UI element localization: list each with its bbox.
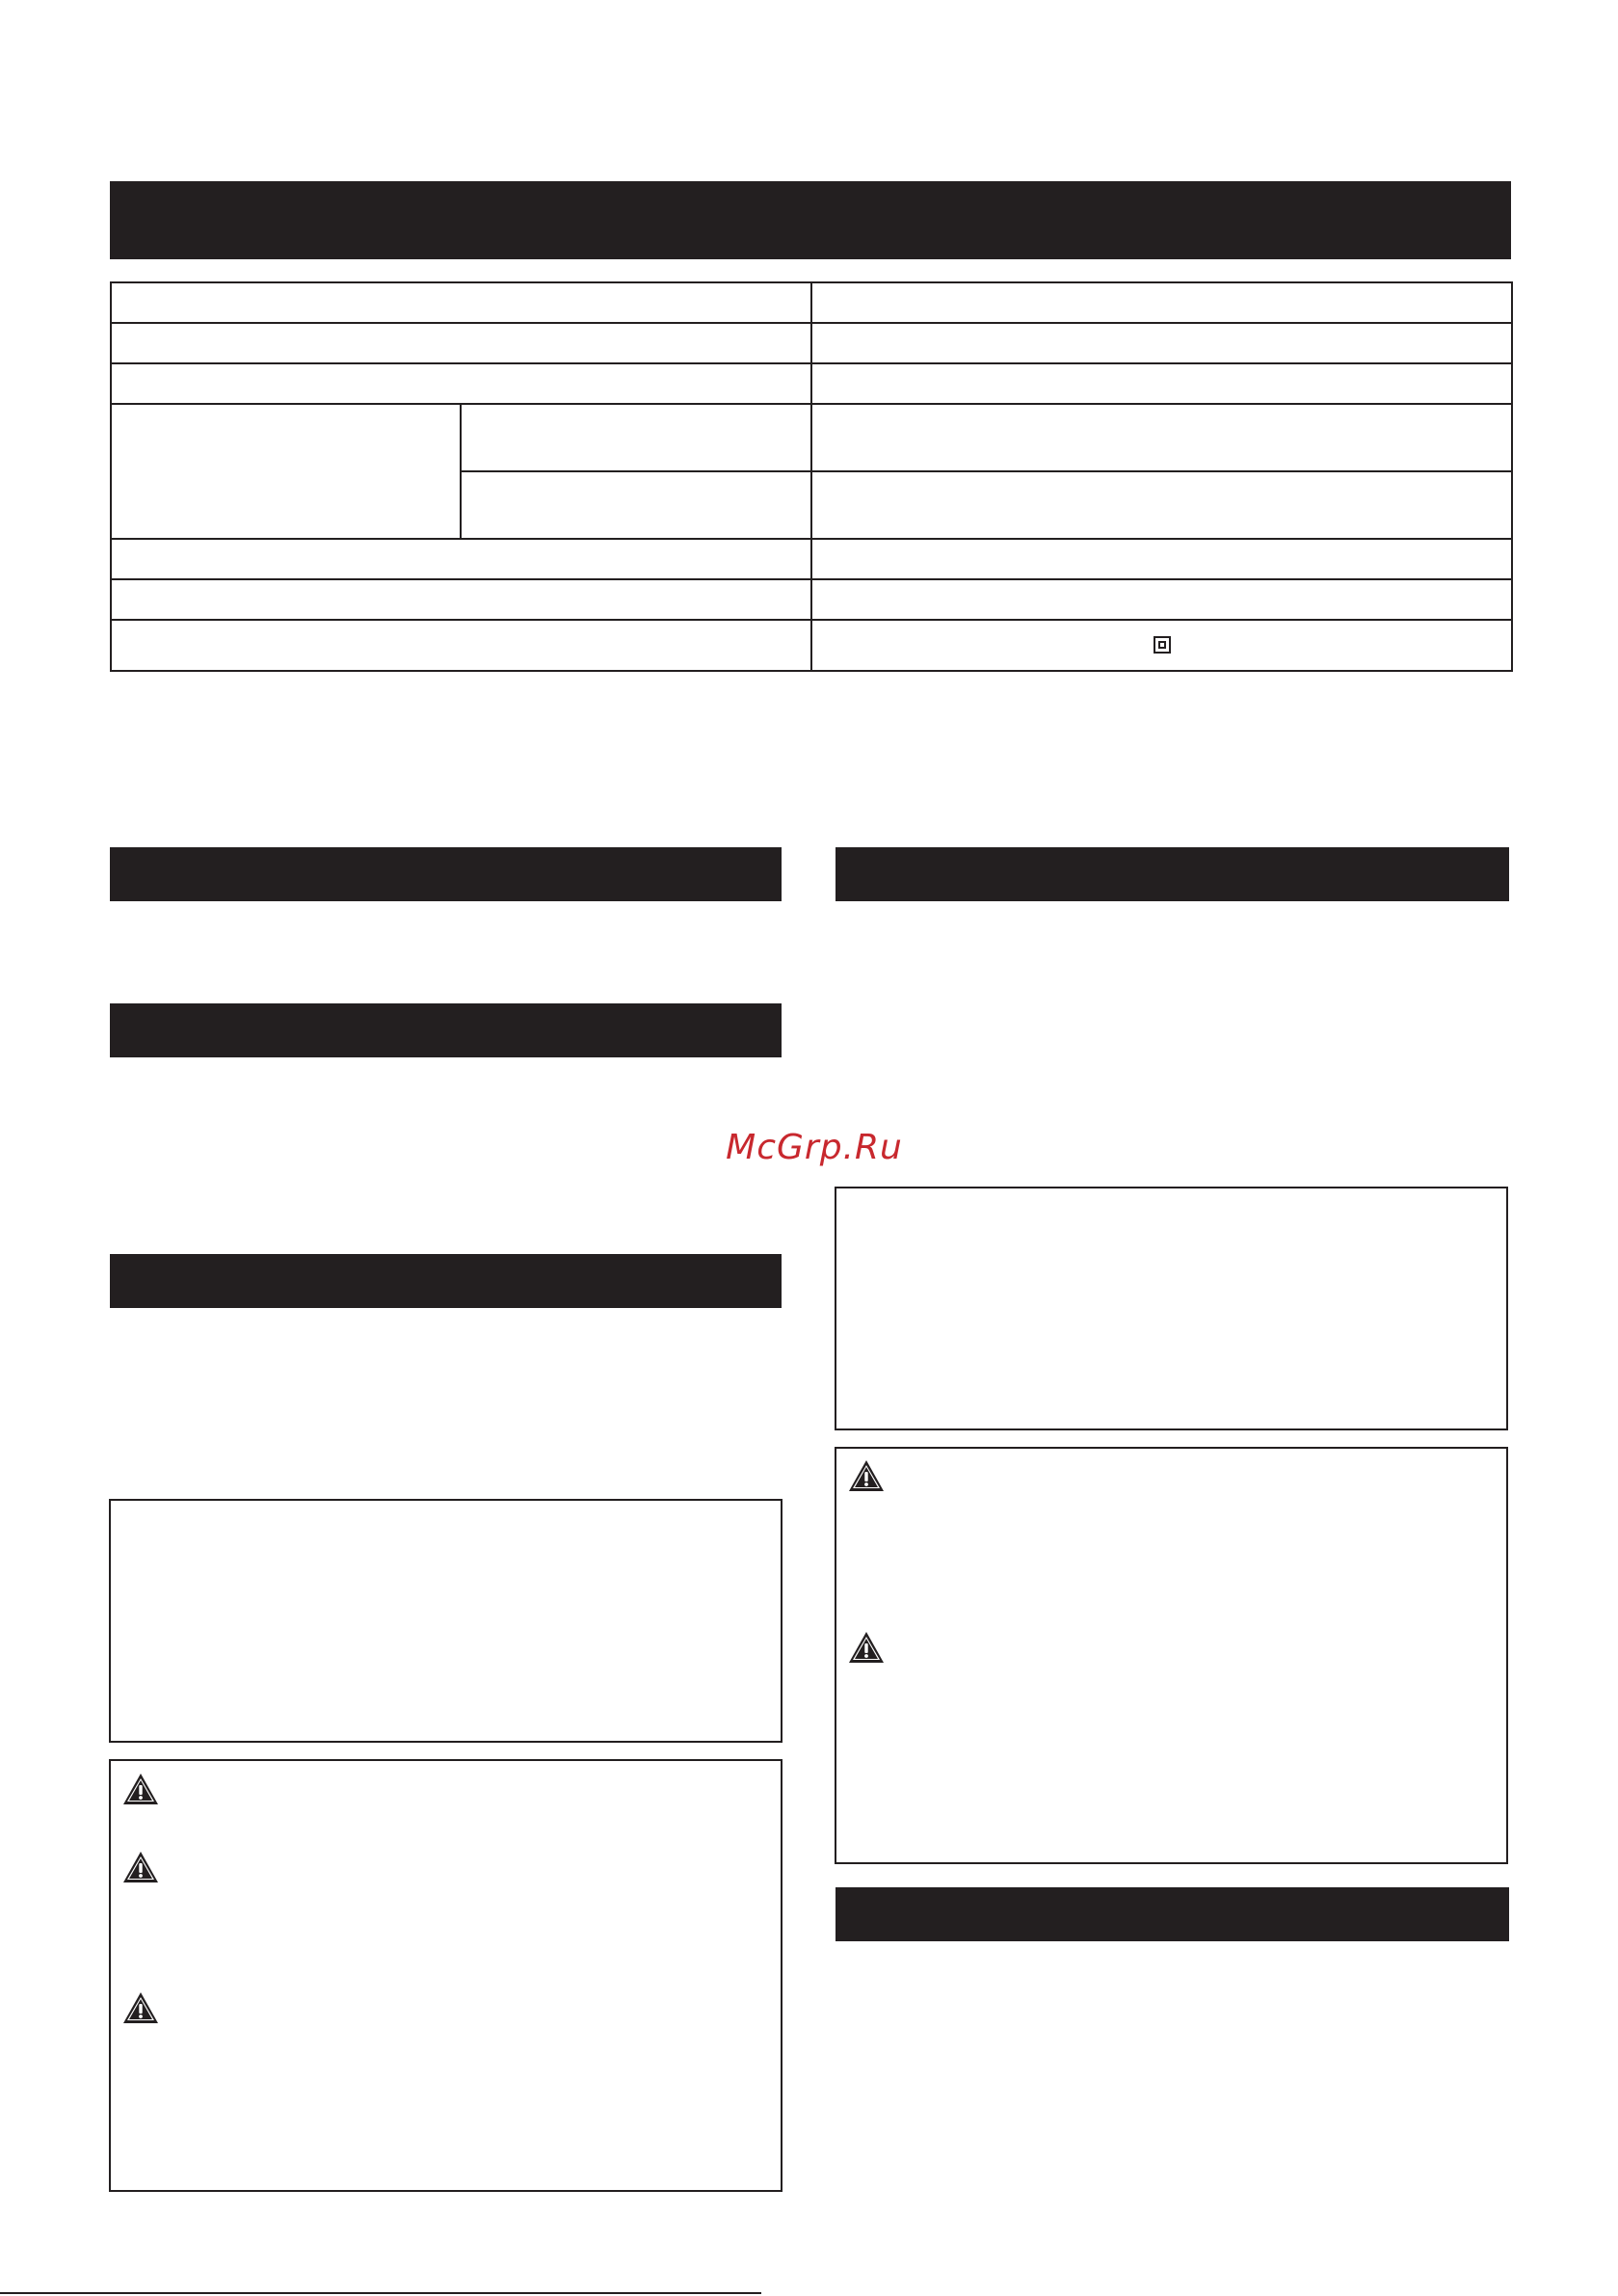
- watermark: McGrp.Ru: [726, 1128, 903, 1167]
- section-header-bar: [110, 1254, 782, 1308]
- section-header-bar: [110, 847, 782, 901]
- table-cell: [461, 471, 811, 539]
- table-cell: [811, 282, 1512, 323]
- table-cell: [811, 579, 1512, 620]
- double-square-icon: [1154, 636, 1171, 654]
- warning-triangle-icon: [847, 1630, 886, 1665]
- table-row: [111, 323, 1512, 363]
- table-cell: [111, 363, 811, 404]
- warning-triangle-icon: [847, 1458, 886, 1493]
- table-cell: [111, 282, 811, 323]
- warning-box: [109, 1759, 782, 2192]
- table-row: [111, 620, 1512, 671]
- section-header-bar: [836, 847, 1509, 901]
- table-row: [111, 282, 1512, 323]
- section-header-bar: [110, 1003, 782, 1057]
- notice-box: [109, 1499, 782, 1743]
- warning-triangle-icon: [121, 1850, 160, 1884]
- table-cell: [811, 620, 1512, 671]
- specifications-table: [110, 281, 1513, 672]
- specifications-header-bar: [110, 181, 1511, 259]
- table-cell: [111, 404, 461, 539]
- table-cell: [811, 363, 1512, 404]
- table-cell: [111, 579, 811, 620]
- table-row: [111, 579, 1512, 620]
- warning-triangle-icon: [121, 1990, 160, 2025]
- section-header-bar: [836, 1887, 1509, 1941]
- table-cell: [111, 539, 811, 579]
- table-cell: [111, 323, 811, 363]
- table-cell: [811, 323, 1512, 363]
- table-cell: [461, 404, 811, 471]
- warning-box: [835, 1447, 1508, 1864]
- table-row: [111, 539, 1512, 579]
- table-row: [111, 404, 1512, 471]
- table-cell: [811, 471, 1512, 539]
- table-row: [111, 363, 1512, 404]
- warning-triangle-icon: [121, 1772, 160, 1806]
- table-cell: [111, 620, 811, 671]
- table-cell: [811, 404, 1512, 471]
- footer-rule: [0, 2292, 761, 2294]
- table-cell: [811, 539, 1512, 579]
- notice-box: [835, 1187, 1508, 1430]
